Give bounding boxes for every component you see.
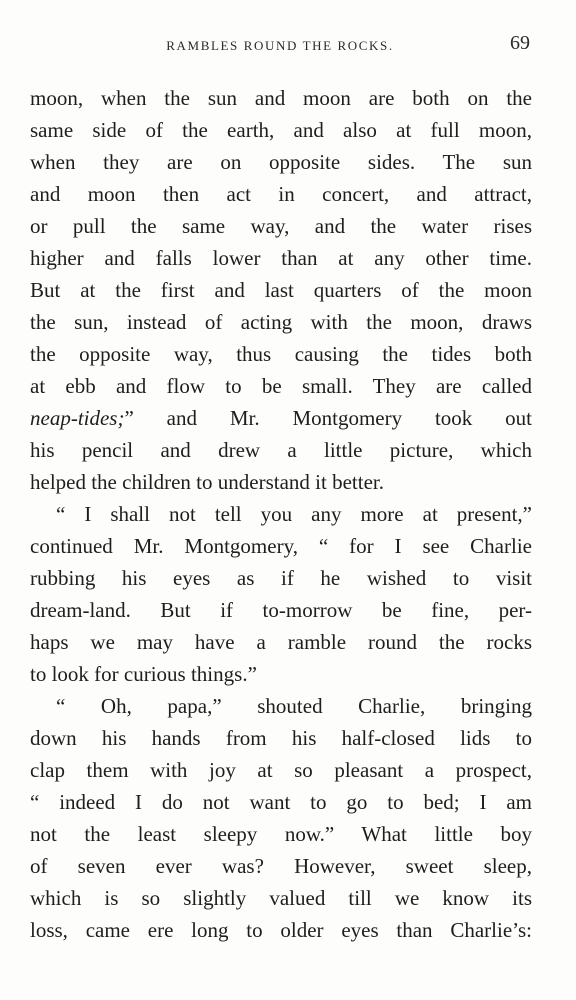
text-line: But at the first and last quarters of the moon (30, 278, 532, 302)
text-line: “ Oh, papa,” shouted Charlie, bringing (56, 694, 532, 718)
text-line-rest: ” and Mr. Montgomery took out (124, 406, 532, 430)
text-line: “ indeed I do not want to go to bed; I am (30, 790, 532, 814)
text-line: loss, came ere long to older eyes than Charlie’s: (30, 918, 532, 942)
text-line: down his hands from his half-closed lids to (30, 726, 532, 750)
text-line: not the least sleepy now.” What little boy (30, 822, 532, 846)
text-line: his pencil and drew a little picture, which (30, 438, 532, 462)
text-line: haps we may have a ramble round the rocks (30, 630, 532, 654)
text-line: rubbing his eyes as if he wished to visit (30, 566, 532, 590)
text-line-neap-tides (30, 402, 532, 434)
text-line: which is so slightly valued till we know its (30, 886, 532, 910)
text-line: same side of the earth, and also at full moon, (30, 118, 532, 142)
text-line: the opposite way, thus causing the tides both (30, 342, 532, 366)
text-line: helped the children to understand it better. (30, 470, 384, 494)
text-line: of seven ever was? However, sweet sleep, (30, 854, 532, 878)
text-line: or pull the same way, and the water rises (30, 214, 532, 238)
text-line: at ebb and flow to be small. They are called (30, 374, 532, 398)
text-line: when they are on opposite sides. The sun (30, 150, 532, 174)
text-line: clap them with joy at so pleasant a prospect, (30, 758, 532, 782)
text-line: to look for curious things.” (30, 662, 257, 686)
italic-term: neap-tides; (30, 406, 125, 430)
text-line: “ I shall not tell you any more at present,” (56, 502, 532, 526)
body-text (30, 82, 532, 946)
text-line: moon, when the sun and moon are both on the (30, 86, 532, 110)
text-line: and moon then act in concert, and attract, (30, 182, 532, 206)
text-line: continued Mr. Montgomery, “ for I see Charlie (30, 534, 532, 558)
text-line: dream-land. But if to-morrow be fine, per- (30, 598, 532, 622)
text-line: higher and falls lower than at any other time. (30, 246, 532, 270)
running-title: RAMBLES ROUND THE ROCKS. (166, 38, 394, 53)
page-number: 69 (510, 32, 530, 54)
text-line: the sun, instead of acting with the moon, draws (30, 310, 532, 334)
running-head (30, 32, 530, 58)
